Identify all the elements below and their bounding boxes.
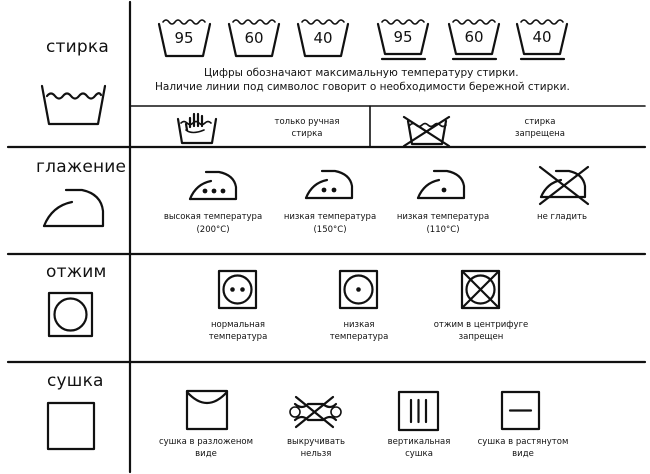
dry-stretched-icon <box>502 392 539 429</box>
hand-wash-icon <box>178 114 216 143</box>
spin-normal-caption-line1: нормальная <box>210 320 266 330</box>
washing-note-line2: Наличие линии под символос говорит о необходимости бережной стирки. <box>155 81 570 93</box>
iron-two-dots-icon <box>306 171 352 198</box>
dry-square-icon <box>48 403 94 449</box>
spin-low-caption-line2: температура <box>329 332 389 342</box>
dry-vertical-caption-line2: сушка <box>405 449 433 459</box>
spinning-label: отжим <box>46 262 107 282</box>
no-wring-icon <box>290 397 341 427</box>
dry-vertical-caption-line1: вертикальная <box>387 437 451 447</box>
hand-wash-caption-line1: только ручная <box>274 117 340 127</box>
wash-temp-95: 95 <box>174 29 194 47</box>
washing-note-line1: Цифры обозначают максимальную температуру стирки. <box>204 67 519 79</box>
no-wash-caption-line2: запрещена <box>515 129 565 139</box>
iron-medium-caption-line2: (150°C) <box>313 225 347 235</box>
wash-temp-60-gentle: 60 <box>464 28 484 46</box>
iron-high-caption-line2: (200°C) <box>196 225 230 235</box>
spin-low-caption-line1: низкая <box>343 320 375 330</box>
iron-high-caption-line1: высокая температура <box>163 212 263 222</box>
iron-medium-caption-line1: низкая температура <box>283 212 377 222</box>
no-wring-caption-line1: выкручивать <box>286 437 345 447</box>
wash-temp-60: 60 <box>244 29 264 47</box>
no-spin-caption-line1: отжим в центрифуге <box>433 320 529 330</box>
dry-stretched-caption-line2: виде <box>512 449 534 459</box>
spin-normal-icon <box>219 271 256 308</box>
iron-three-dots-icon <box>190 172 236 199</box>
iron-one-dot-icon <box>418 171 464 198</box>
no-spin-icon <box>462 271 499 308</box>
no-wash-icon <box>404 117 449 146</box>
drying-label: сушка <box>47 371 104 391</box>
wash-tub-icon <box>42 86 105 124</box>
iron-low-caption-line2: (110°C) <box>426 225 460 235</box>
dry-vertical-icon <box>399 392 438 430</box>
hand-wash-caption-line2: стирка <box>291 129 323 139</box>
dry-flat-icon <box>187 391 227 429</box>
iron-low-caption-line1: низкая температура <box>396 212 490 222</box>
no-iron-caption: не гладить <box>537 212 587 222</box>
dry-flat-caption-line2: виде <box>195 449 217 459</box>
dry-flat-caption-line1: сушка в разложеном <box>158 437 254 447</box>
spin-normal-caption-line2: температура <box>208 332 268 342</box>
no-iron-icon <box>540 167 588 204</box>
spin-icon <box>49 293 92 336</box>
dry-stretched-caption-line1: сушка в растянутом <box>477 437 569 447</box>
wash-temperature-tubs <box>159 20 567 59</box>
no-wash-caption-line1: стирка <box>524 117 556 127</box>
no-wring-caption-line2: нельзя <box>300 449 332 459</box>
no-spin-caption-line2: запрещен <box>458 332 504 342</box>
spin-low-icon <box>340 271 377 308</box>
washing-label: стирка <box>46 37 109 57</box>
wash-temp-95-gentle: 95 <box>393 28 413 46</box>
wash-temp-40: 40 <box>313 29 333 47</box>
wash-temp-40-gentle: 40 <box>532 28 552 46</box>
iron-icon <box>44 190 103 226</box>
ironing-label: глажение <box>36 157 127 177</box>
